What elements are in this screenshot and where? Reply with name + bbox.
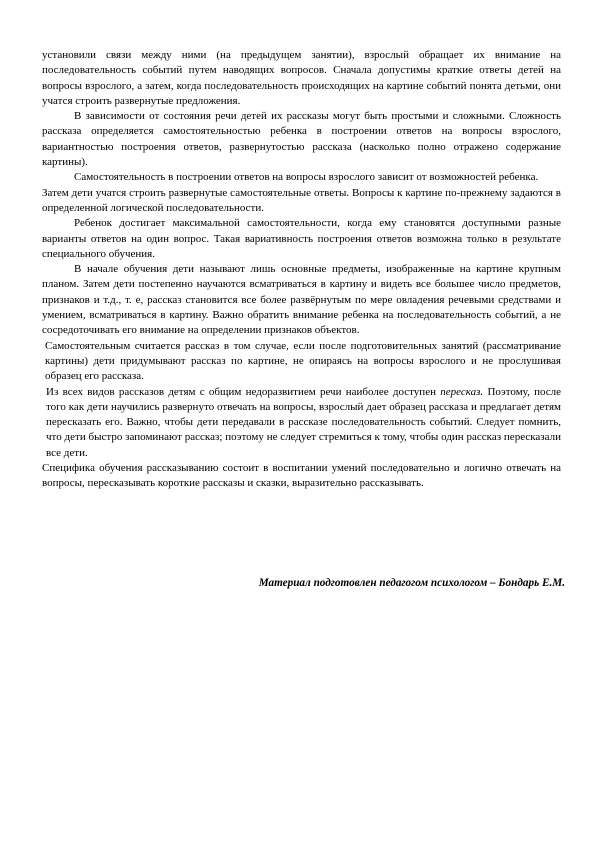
paragraph-2: В зависимости от состояния речи детей их рассказы могут быть простыми и сложными. Сложность рассказа определяется самостоятельностью ребенка в построении ответов на вопросы взрослого, вариантностью построения ответов, развернутостью рассказа (насколько полно отражено содержание картины). (42, 110, 561, 169)
paragraph-8 (42, 385, 561, 461)
paragraph-8-text: Из всех видов рассказов детям с общим недоразвитием речи наиболее доступен (46, 385, 441, 398)
document-body (42, 48, 561, 492)
author-signature: Материал подготовлен педагогом психологом – Бондарь Е.М. (258, 577, 565, 589)
paragraph-4: Затем дети учатся строить развернутые самостоятельные ответы. Вопросы к картине по-прежнему задаются в определенной логической последовательности. (42, 186, 561, 214)
paragraph-3: Самостоятельность в построении ответов на вопросы взрослого зависит от возможностей ребенка. (74, 171, 539, 184)
paragraph-6: В начале обучения дети называют лишь основные предметы, изображенные на картине крупным планом. Затем дети постепенно научаются всматриваться в картину и видеть все большее число предметов, признаков и т.д., т. е, рассказ становится все более развёрнутым по мере овладения речевыми средствами и умением, всматриваться в картину. Важно обратить внимание ребенка на последовательность событий, а не сосредоточивать его внимание на определении признаков объектов. (42, 263, 561, 337)
paragraph-5: Ребенок достигает максимальной самостоятельности, когда ему становятся доступными разные варианты ответов на один вопрос. Такая вариативность построения ответов возможна только в результате специального обучения. (42, 217, 561, 260)
paragraph-9: Специфика обучения рассказыванию состоит в воспитании умений последовательно и логично отвечать на вопросы, пересказывать короткие рассказы и сказки, выразительно рассказывать. (42, 462, 561, 490)
paragraph-7: Самостоятельным считается рассказ в том случае, если после подготовительных занятий (рассматривание картины) дети придумывают рассказ по картине, не опираясь на вопросы взрослого и не прослушивая образец его рассказа. (45, 339, 561, 383)
paragraph-1: установили связи между ними (на предыдущем занятии), взрослый обращает их внимание на последовательность событий путем наводящих вопросов. Сначала допустимы краткие ответы детей на вопросы взрослого, а затем, когда последовательность происходящих на картине событий понята детьми, они учатся строить развернутые предложения. (42, 49, 561, 107)
paragraph-8-continued: Поэтому, после того как дети научились развернуто отвечать на вопросы, взрослый дает образец рассказа и предлагает детям пересказать его. Важно, чтобы дети передавали в рассказе последовательность событий. Следует помнить, что дети быстро запоминают рассказ; поэтому не следует стремиться к тому, чтобы один рассказ пересказали все дети. (46, 385, 562, 459)
retelling-term: пересказ. (440, 385, 484, 398)
